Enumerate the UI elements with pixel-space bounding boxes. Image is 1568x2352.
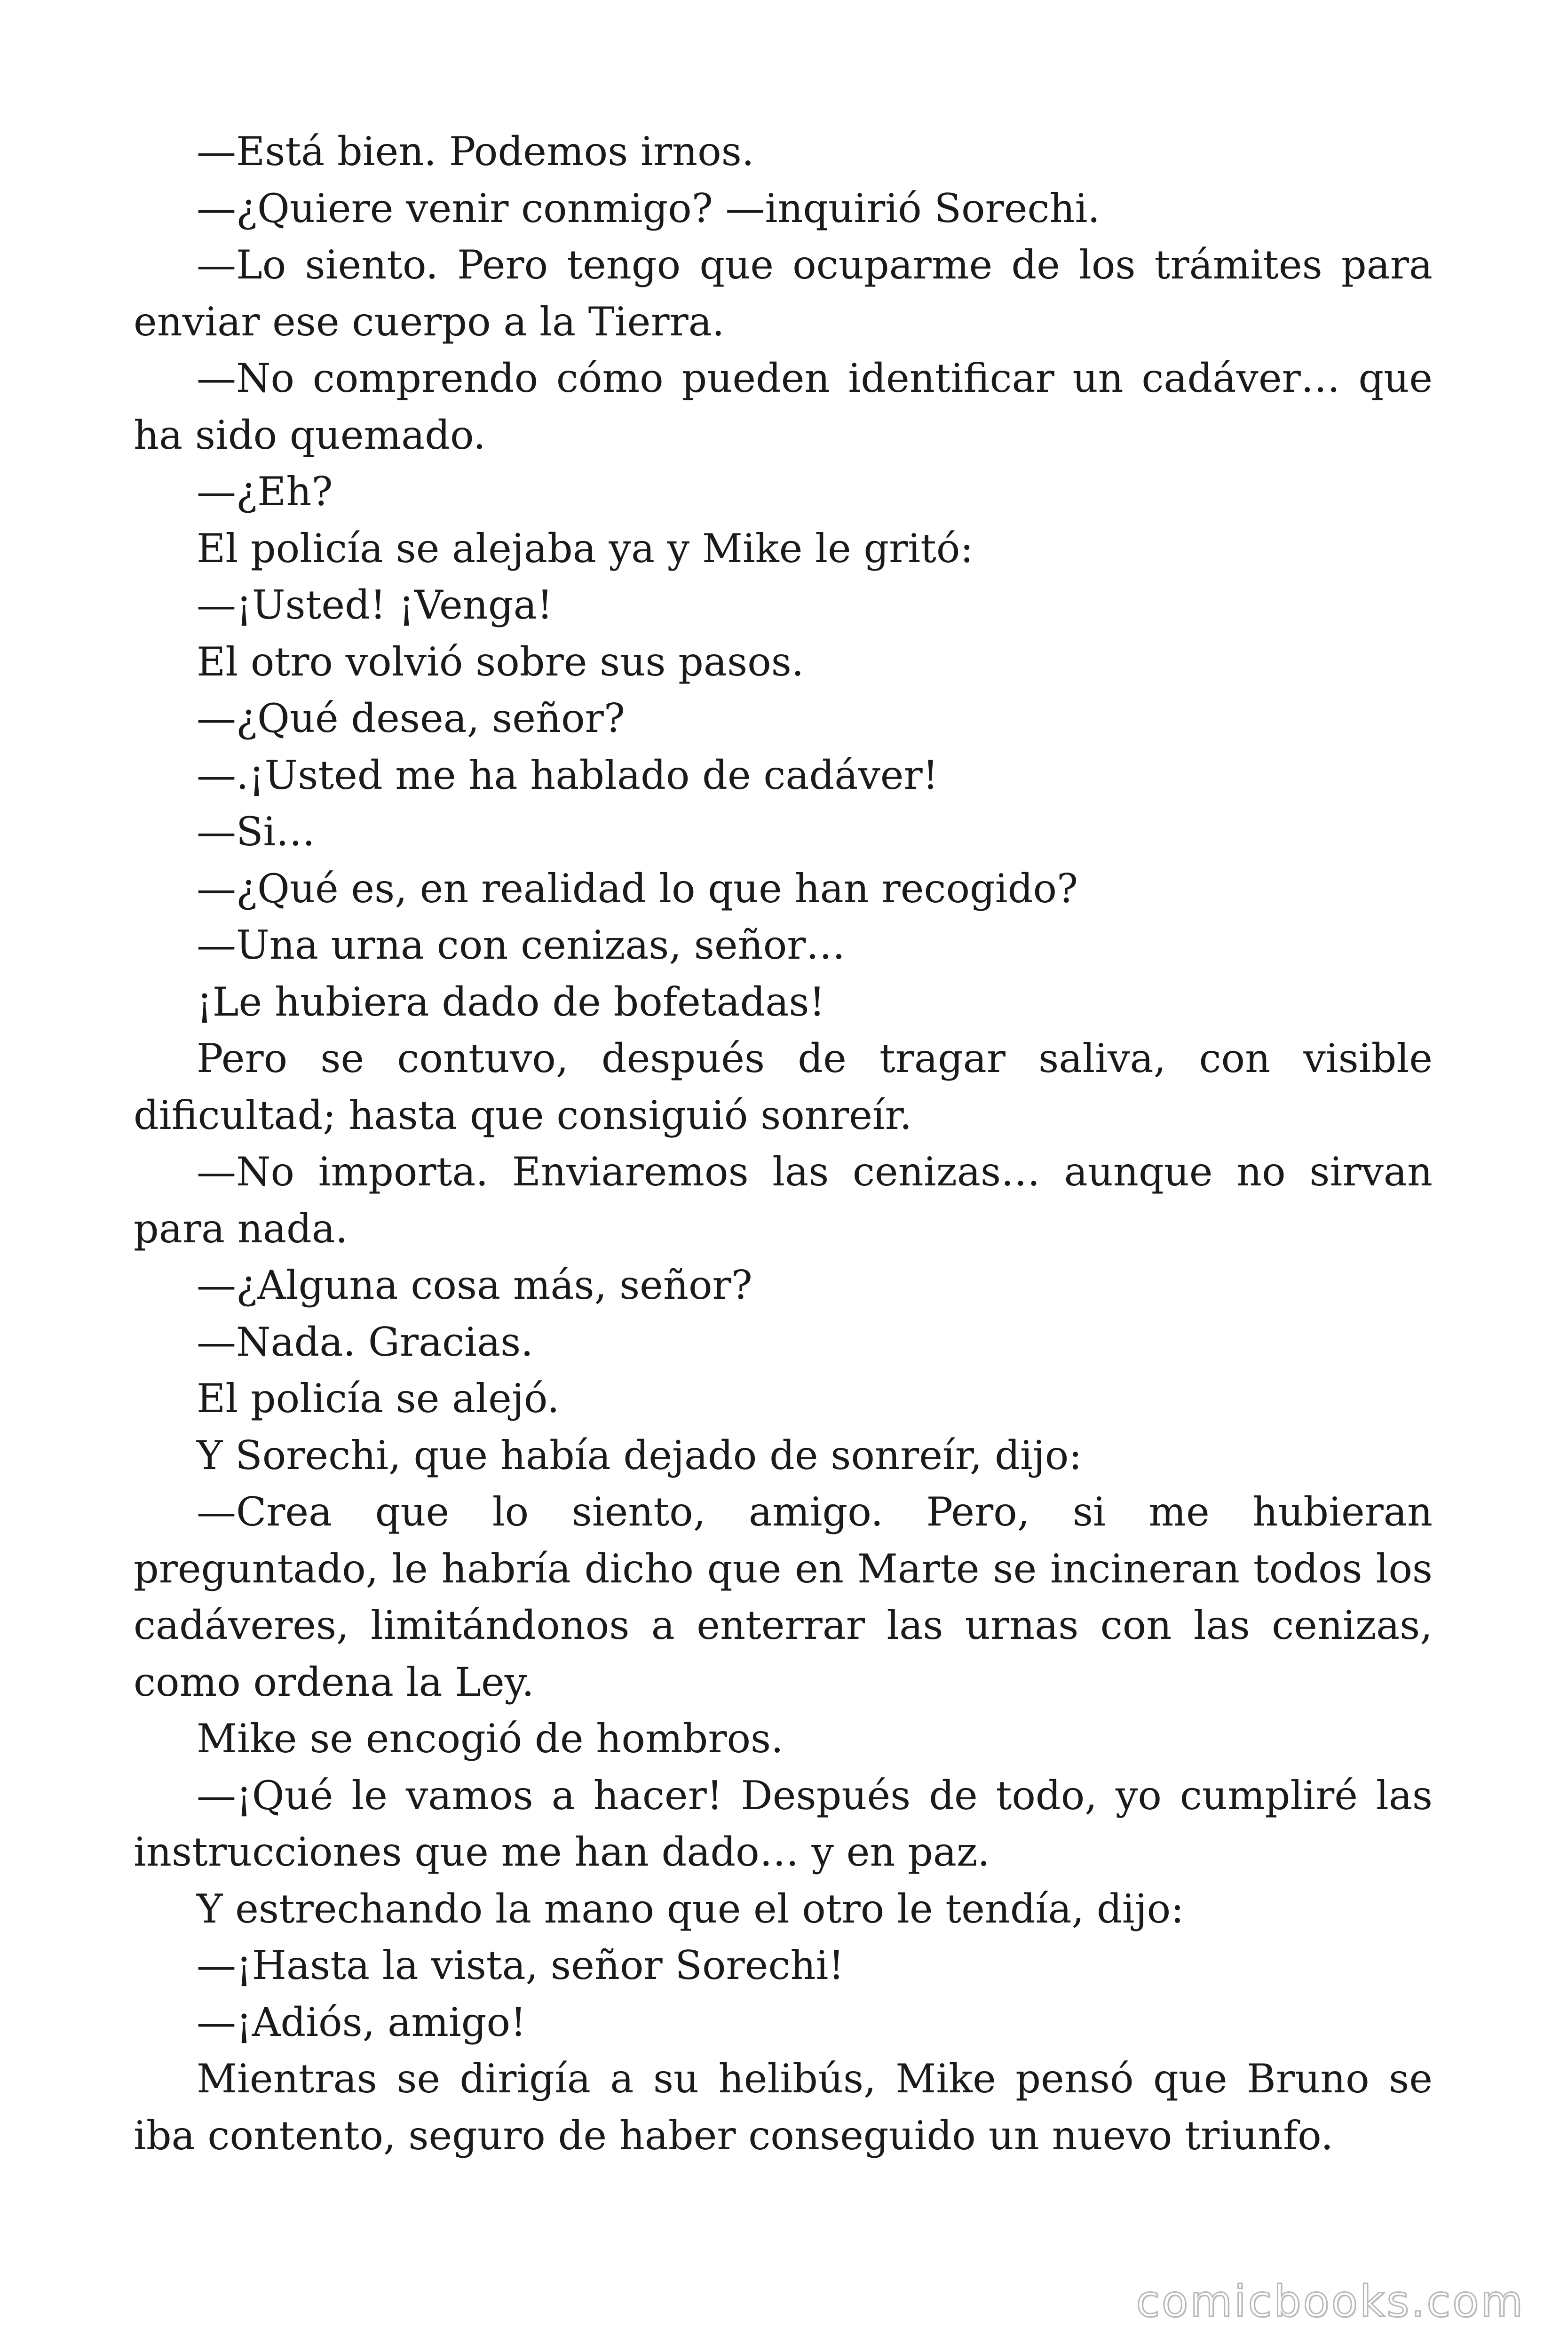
paragraph: Mike se encogió de hombros.	[197, 1716, 784, 1762]
paragraph: —¿Eh?	[197, 469, 333, 515]
paragraph: —Una urna con cenizas, señor…	[197, 922, 846, 968]
paragraph: —Crea que lo siento, amigo. Pero, si me hubieran preguntado, le habría dicho que en Marte se incineran todos los cadáveres, limitándonos a enterrar las urnas con las cenizas, como ordena la Ley.	[134, 1489, 1433, 1705]
paragraph: —¿Quiere venir conmigo? —inquirió Sorechi.	[197, 185, 1101, 231]
paragraph: —No comprendo cómo pueden identificar un cadáver… que ha sido quemado.	[134, 355, 1433, 458]
paragraph: —¡Adiós, amigo!	[197, 1999, 526, 2045]
paragraph: —¡Hasta la vista, señor Sorechi!	[197, 1942, 845, 1988]
paragraph: Y Sorechi, que había dejado de sonreír, dijo:	[197, 1432, 1082, 1478]
paragraph: El policía se alejaba ya y Mike le gritó:	[197, 525, 974, 572]
paragraph: Y estrechando la mano que el otro le tendía, dijo:	[197, 1885, 1184, 1932]
paragraph: Mientras se dirigía a su helibús, Mike pensó que Bruno se iba contento, seguro de haber conseguido un nuevo triunfo.	[134, 2056, 1433, 2159]
paragraph: —Si…	[197, 809, 316, 855]
paragraph: —¿Qué es, en realidad lo que han recogido?	[197, 865, 1078, 912]
watermark: comicbooks.com	[1136, 2276, 1525, 2327]
paragraph: —Está bien. Podemos irnos.	[197, 128, 754, 175]
paragraph: —No importa. Enviaremos las cenizas… aunque no sirvan para nada.	[134, 1149, 1433, 1252]
paragraph: Pero se contuvo, después de tragar saliva, con visible dificultad; hasta que consiguió sonreír.	[134, 1035, 1433, 1138]
page-body-text	[134, 123, 1433, 2164]
paragraph: —¿Qué desea, señor?	[197, 695, 625, 741]
paragraph: El otro volvió sobre sus pasos.	[197, 638, 804, 685]
paragraph: —Lo siento. Pero tengo que ocuparme de los trámites para enviar ese cuerpo a la Tierra.	[134, 242, 1433, 345]
paragraph: ¡Le hubiera dado de bofetadas!	[197, 978, 825, 1025]
paragraph: —¡Usted! ¡Venga!	[197, 582, 553, 628]
paragraph: —.¡Usted me ha hablado de cadáver!	[197, 752, 939, 798]
paragraph: —¿Alguna cosa más, señor?	[197, 1262, 752, 1308]
paragraph: —¡Qué le vamos a hacer! Después de todo, yo cumpliré las instrucciones que me han dado… y en paz.	[134, 1772, 1433, 1875]
paragraph: —Nada. Gracias.	[197, 1319, 533, 1365]
paragraph: El policía se alejó.	[197, 1375, 560, 1422]
